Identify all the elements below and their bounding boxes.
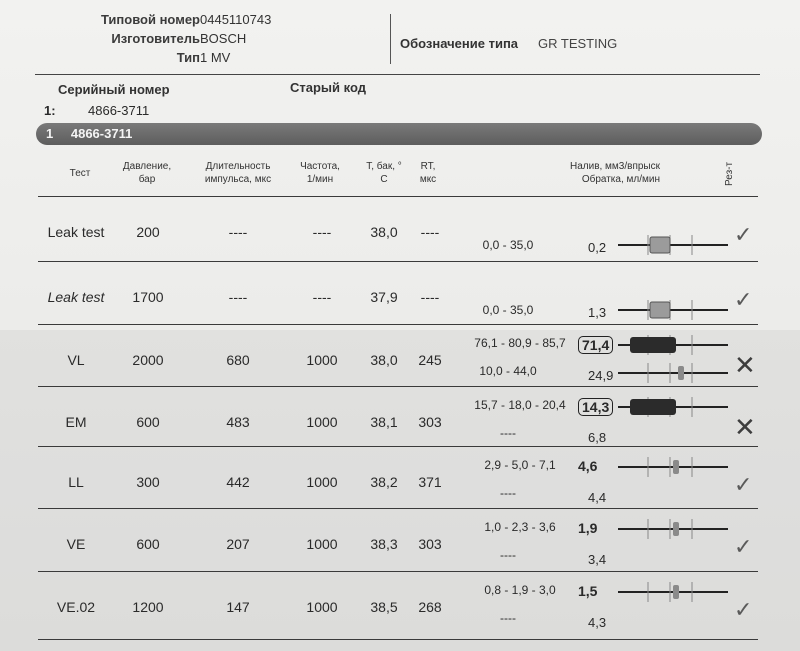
fill-gauge	[618, 396, 730, 418]
row-measured-fill: 14,3	[578, 398, 613, 416]
row-measured-return: 4,3	[588, 615, 607, 630]
type-designation-label: Обозначение типа	[400, 36, 519, 51]
fill-gauge	[618, 334, 730, 356]
row-frequency: ----	[312, 224, 332, 240]
row-separator	[38, 386, 758, 387]
row-separator	[38, 571, 758, 572]
row-range-return: 10,0 - 44,0	[479, 364, 537, 378]
row-duration: 483	[226, 414, 250, 430]
row-range-return: 0,0 - 35,0	[482, 238, 534, 252]
fill-gauge	[618, 581, 730, 603]
row-separator	[38, 446, 758, 447]
row-frequency: 1000	[306, 414, 338, 430]
row-rt: ----	[420, 224, 440, 240]
old-code-label: Старый код	[290, 80, 366, 95]
fill-gauge	[618, 518, 730, 540]
fill-gauge	[618, 456, 730, 478]
row-temperature: 38,0	[370, 352, 398, 368]
row-measured-return: 6,8	[588, 430, 607, 445]
row-temperature: 38,2	[370, 474, 398, 490]
row-rt: 245	[418, 352, 442, 368]
kind-value: 1 MV	[200, 50, 231, 65]
return-gauge	[618, 299, 730, 321]
row-measured-return: 24,9	[588, 368, 614, 383]
row-duration: ----	[228, 289, 248, 305]
device-bar	[36, 123, 762, 145]
row-separator	[38, 324, 758, 325]
row-measured-return: 4,4	[588, 490, 607, 505]
type-number-label: Типовой номер	[100, 12, 200, 27]
row-frequency: 1000	[306, 536, 338, 552]
row-test-name: Leak test	[47, 224, 105, 240]
type-designation-value: GR TESTING	[538, 36, 618, 51]
device-bar-index: 1	[46, 126, 54, 141]
row-range-fill: 1,0 - 2,3 - 3,6	[484, 520, 556, 534]
row-range-fill: 76,1 - 80,9 - 85,7	[474, 336, 566, 350]
fail-cross-icon: ✕	[734, 412, 756, 442]
row-frequency: 1000	[306, 352, 338, 368]
row-duration: 147	[226, 599, 250, 615]
serial-label: Серийный номер	[58, 82, 170, 97]
return-gauge-marker	[650, 302, 670, 318]
fail-cross-icon: ✕	[734, 350, 756, 380]
row-test-name: VL	[67, 352, 85, 368]
row-test-name: Leak test	[47, 289, 105, 305]
pass-check-icon: ✓	[734, 472, 753, 497]
row-range-return: ----	[500, 486, 516, 500]
row-temperature: 38,5	[370, 599, 398, 615]
row-pressure: 1700	[132, 289, 164, 305]
col-header-result: Рез-т	[724, 161, 735, 186]
row-range-fill: 0,8 - 1,9 - 3,0	[484, 583, 556, 597]
col-header-temperature: T, бак, ° C	[366, 161, 402, 185]
row-pressure: 2000	[132, 352, 164, 368]
fill-gauge-marker	[630, 337, 676, 353]
row-duration: 680	[226, 352, 250, 368]
row-temperature: 38,3	[370, 536, 398, 552]
row-measured-return: 0,2	[588, 240, 607, 255]
row-range-return: ----	[500, 611, 516, 625]
return-gauge	[618, 234, 730, 256]
row-range-return: ----	[500, 426, 516, 440]
return-gauge-marker	[650, 237, 670, 253]
row-temperature: 38,1	[370, 414, 398, 430]
device-bar-serial: 4866-3711	[70, 126, 133, 141]
row-separator	[38, 261, 758, 262]
row-separator	[38, 196, 758, 197]
row-pressure: 600	[136, 536, 160, 552]
row-duration: ----	[228, 224, 248, 240]
header-block	[40, 12, 400, 69]
row-rt: 303	[418, 536, 442, 552]
row-range-fill: 2,9 - 5,0 - 7,1	[484, 458, 556, 472]
row-measured-return: 1,3	[588, 305, 607, 320]
row-range-return: ----	[500, 548, 516, 562]
row-separator	[38, 639, 758, 640]
header-divider	[390, 14, 391, 64]
row-frequency: 1000	[306, 474, 338, 490]
fill-gauge-marker	[673, 585, 679, 599]
row-duration: 207	[226, 536, 250, 552]
fill-gauge-marker	[673, 460, 679, 474]
row-rt: 371	[418, 474, 442, 490]
return-gauge	[618, 362, 730, 384]
row-range-fill: 15,7 - 18,0 - 20,4	[474, 398, 566, 412]
row-measured-fill: 1,5	[578, 583, 598, 599]
row-measured-return: 3,4	[588, 552, 607, 567]
row-test-name: LL	[68, 474, 84, 490]
row-range-return: 0,0 - 35,0	[482, 303, 534, 317]
row-measured-fill: 1,9	[578, 520, 598, 536]
return-gauge-marker	[678, 366, 684, 380]
serial-index: 1:	[44, 103, 56, 118]
col-header-pressure: Давление, бар	[122, 161, 172, 185]
row-pressure: 1200	[132, 599, 164, 615]
row-pressure: 200	[136, 224, 160, 240]
row-pressure: 300	[136, 474, 160, 490]
col-header-fill: Налив, мм3/впрыск Обратка, мл/мин	[569, 161, 660, 185]
serial-value: 4866-3711	[88, 103, 150, 118]
row-temperature: 37,9	[370, 289, 398, 305]
fill-gauge-marker	[630, 399, 676, 415]
row-frequency: ----	[312, 289, 332, 305]
row-pressure: 600	[136, 414, 160, 430]
row-rt: ----	[420, 289, 440, 305]
row-rt: 303	[418, 414, 442, 430]
row-separator	[38, 508, 758, 509]
pass-check-icon: ✓	[734, 287, 753, 312]
fill-gauge-marker	[673, 522, 679, 536]
col-header-duration: Длительность импульса, мкс	[204, 161, 272, 185]
col-header-test: Тест	[69, 168, 91, 179]
row-measured-fill: 4,6	[578, 458, 598, 474]
row-temperature: 38,0	[370, 224, 398, 240]
manufacturer-value: BOSCH	[200, 31, 247, 46]
row-rt: 268	[418, 599, 442, 615]
row-measured-fill: 71,4	[578, 336, 613, 354]
pass-check-icon: ✓	[734, 534, 753, 559]
row-duration: 442	[226, 474, 250, 490]
col-header-frequency: Частота, 1/мин	[300, 161, 340, 185]
header-rule	[35, 74, 760, 75]
manufacturer-label: Изготовитель	[111, 31, 200, 46]
row-test-name: EM	[65, 414, 87, 430]
kind-label: Тип	[176, 50, 200, 65]
pass-check-icon: ✓	[734, 222, 753, 247]
pass-check-icon: ✓	[734, 597, 753, 622]
type-number-value: 0445110743	[200, 12, 272, 27]
row-test-name: VE.02	[56, 599, 96, 615]
row-frequency: 1000	[306, 599, 338, 615]
col-header-rt: RT, мкс	[419, 161, 437, 185]
row-test-name: VE	[66, 536, 86, 552]
